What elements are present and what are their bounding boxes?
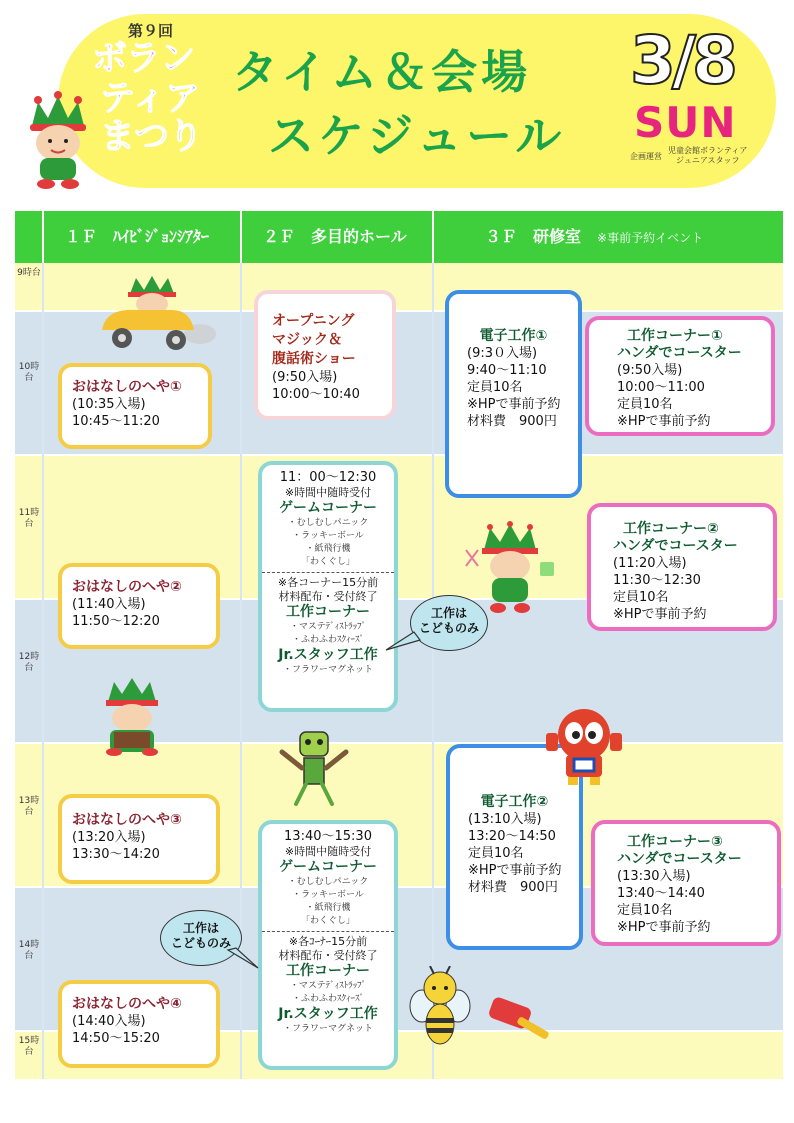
story-room-1-card bbox=[58, 363, 212, 449]
organizer-line-1: 児童会館ボランティア bbox=[668, 146, 748, 155]
block-1-game-title: ゲームコーナー bbox=[279, 500, 377, 516]
craft-corner-1-subtitle: ハンダでコースター bbox=[617, 345, 742, 361]
page-subtitle: スケジュール bbox=[268, 109, 566, 163]
grasshopper-icon bbox=[278, 728, 350, 810]
craft-corner-1-capacity: 定員10名 bbox=[617, 397, 673, 412]
block-1-game-3: ・紙飛行機 bbox=[305, 544, 351, 554]
block-1-craft-title: 工作コーナー bbox=[286, 604, 370, 620]
block-1-note: ※時間中随時受付 bbox=[284, 486, 372, 499]
hour-label-11: 11時台 bbox=[18, 508, 40, 529]
block-2-game-1: ・むしむしパニック bbox=[287, 877, 369, 887]
craft-corner-2-entry: (11:20入場) bbox=[613, 556, 687, 571]
electronics-1-entry: (9:3０入場) bbox=[467, 346, 538, 361]
craft-corner-3-reservation: ※HPで事前予約 bbox=[617, 920, 711, 935]
bee-icon bbox=[408, 966, 472, 1050]
electronics-1-time: 9:40～11:10 bbox=[467, 363, 547, 378]
story-room-3-entry: (13:20入場) bbox=[72, 830, 146, 845]
robot-mascot-icon bbox=[544, 705, 624, 787]
bubble-1-line-1: 工作は bbox=[430, 606, 467, 620]
elf-car-icon bbox=[96, 272, 220, 356]
craft-corner-1-time: 10:00～11:00 bbox=[617, 380, 705, 395]
story-room-3-time: 13:30～14:20 bbox=[72, 847, 160, 862]
block-2-staff-title: Jr.スタッフ工作 bbox=[278, 1006, 378, 1022]
craft-corner-1-entry: (9:50入場) bbox=[617, 363, 683, 378]
row-divider bbox=[15, 454, 783, 456]
electronics-2-time: 13:20～14:50 bbox=[468, 829, 556, 844]
header-divider bbox=[42, 211, 44, 263]
header-divider bbox=[432, 211, 434, 263]
opening-show-card bbox=[254, 290, 396, 420]
craft-corner-2-title: 工作コーナー② bbox=[623, 521, 719, 537]
bubble-2-tail bbox=[226, 946, 262, 972]
block-1-craft-2: ・ふわふわｽｸｨｰｽﾞ bbox=[291, 635, 364, 645]
bubble-1-line-2: こどものみ bbox=[418, 621, 479, 635]
story-room-2-card bbox=[58, 563, 220, 649]
electronics-2-entry: (13:10入場) bbox=[468, 812, 542, 827]
opening-title-line-3: 腹話術ショー bbox=[272, 351, 356, 367]
electronics-1-title: 電子工作① bbox=[479, 328, 548, 344]
electronics-2-capacity: 定員10名 bbox=[468, 846, 524, 861]
craft-corner-2-subtitle: ハンダでコースター bbox=[613, 538, 738, 554]
festival-title-line-2: ティア bbox=[100, 79, 200, 119]
festival-title-line-1: ボラン bbox=[92, 39, 195, 79]
column-header-2f: ２Ｆ 多目的ホール bbox=[263, 227, 407, 246]
block-2-game-2: ・ラッキーボール bbox=[292, 890, 364, 900]
event-day: SUN bbox=[634, 98, 737, 147]
block-1-game-4: 「わくぐし」 bbox=[300, 557, 355, 567]
story-room-2-title: おはなしのへや② bbox=[72, 579, 182, 595]
block-2-time: 13:40～15:30 bbox=[284, 829, 372, 844]
hour-label-10: 10時台 bbox=[18, 362, 40, 383]
block-1-deadline-note: ※各コーナー15分前 bbox=[277, 576, 379, 589]
festival-title-line-3: まつり bbox=[100, 117, 203, 157]
craft-corner-2-capacity: 定員10名 bbox=[613, 590, 669, 605]
story-room-2-time: 11:50～12:20 bbox=[72, 614, 160, 629]
block-2-deadline-note: ※各ｺｰﾅｰ15分前 bbox=[288, 935, 368, 948]
story-room-4-time: 14:50～15:20 bbox=[72, 1031, 160, 1046]
story-room-3-title: おはなしのへや③ bbox=[72, 812, 182, 828]
block-2-divider bbox=[262, 931, 394, 932]
electronics-2-fee: 材料費 900円 bbox=[468, 880, 558, 895]
block-2-craft-title: 工作コーナー bbox=[286, 963, 370, 979]
event-date: 3/8 bbox=[630, 22, 734, 99]
story-room-4-entry: (14:40入場) bbox=[72, 1014, 146, 1029]
block-2-craft-2: ・ふわふわｽｸｨｰｽﾞ bbox=[291, 994, 364, 1004]
block-1-divider bbox=[262, 572, 394, 573]
opening-title-line-2: マジック＆ bbox=[272, 332, 342, 348]
bubble-2-line-2: こどものみ bbox=[170, 936, 231, 950]
column-header-3f-note: ※事前予約イベント bbox=[597, 231, 704, 245]
craft-corner-2-reservation: ※HPで事前予約 bbox=[613, 607, 707, 622]
elf-mascot-icon bbox=[18, 88, 98, 192]
column-header-3f bbox=[485, 211, 703, 263]
page-title: タイム＆会場 bbox=[232, 45, 532, 99]
craft-corner-3-subtitle: ハンダでコースター bbox=[617, 851, 742, 867]
toy-hammer-icon bbox=[488, 996, 558, 1052]
craft-corner-3-capacity: 定員10名 bbox=[617, 903, 673, 918]
multipurpose-block-2 bbox=[258, 820, 398, 1070]
block-2-staff-item: ・フラワーマグネット bbox=[283, 1024, 373, 1034]
multipurpose-block-1 bbox=[258, 461, 398, 712]
organizer-label: 企画運営 bbox=[630, 152, 662, 161]
block-1-staff-title: Jr.スタッフ工作 bbox=[278, 647, 378, 663]
story-room-4-card bbox=[58, 980, 220, 1068]
column-header-3f-label: ３Ｆ 研修室 bbox=[485, 227, 582, 246]
block-1-time: 11：00～12:30 bbox=[279, 470, 377, 485]
craft-corner-3-time: 13:40～14:40 bbox=[617, 886, 705, 901]
electronics-1-card bbox=[445, 290, 582, 498]
craft-corner-1-card bbox=[585, 316, 775, 436]
bubble-2-line-1: 工作は bbox=[182, 921, 219, 935]
hour-label-14: 14時台 bbox=[18, 940, 40, 961]
craft-corner-3-card bbox=[591, 820, 781, 946]
craft-corner-3-entry: (13:30入場) bbox=[617, 869, 691, 884]
block-1-craft-1: ・マステﾃﾞｨｽﾄﾗｯﾌﾟ bbox=[289, 622, 367, 632]
electronics-2-title: 電子工作② bbox=[480, 794, 549, 810]
table-header bbox=[15, 211, 783, 263]
organizer-line-2: ジュニアスタッフ bbox=[676, 156, 740, 165]
bubble-1-tail bbox=[384, 630, 424, 654]
electronics-1-capacity: 定員10名 bbox=[467, 380, 523, 395]
story-room-1-title: おはなしのへや① bbox=[72, 379, 182, 395]
block-2-deadline-detail: 材料配布・受付終了 bbox=[278, 949, 378, 962]
electronics-1-fee: 材料費 900円 bbox=[467, 414, 557, 429]
story-room-1-entry: (10:35入場) bbox=[72, 397, 146, 412]
hour-label-9: 9時台 bbox=[17, 268, 41, 278]
block-2-note: ※時間中随時受付 bbox=[284, 845, 372, 858]
hour-label-15: 15時台 bbox=[18, 1036, 40, 1057]
opening-time: 10:00～10:40 bbox=[272, 387, 360, 402]
opening-title-line-1: オープニング bbox=[272, 313, 355, 329]
festival-edition: 第９回 bbox=[128, 22, 174, 40]
craft-corner-3-title: 工作コーナー③ bbox=[627, 834, 723, 850]
block-1-staff-item: ・フラワーマグネット bbox=[283, 665, 373, 675]
block-1-game-1: ・むしむしパニック bbox=[287, 518, 369, 528]
hour-label-12: 12時台 bbox=[18, 652, 40, 673]
craft-corner-1-title: 工作コーナー① bbox=[627, 328, 723, 344]
story-room-4-title: おはなしのへや④ bbox=[72, 996, 182, 1012]
story-room-3-card bbox=[58, 794, 220, 884]
craft-corner-1-reservation: ※HPで事前予約 bbox=[617, 414, 711, 429]
electronics-2-reservation: ※HPで事前予約 bbox=[468, 863, 562, 878]
block-1-game-2: ・ラッキーボール bbox=[292, 531, 364, 541]
block-1-deadline-detail: 材料配布・受付終了 bbox=[278, 590, 378, 603]
column-header-1f: １Ｆ ﾊｲﾋﾞｼﾞｮﾝｼｱﾀｰ bbox=[65, 227, 210, 246]
story-room-1-time: 10:45～11:20 bbox=[72, 414, 160, 429]
block-2-game-4: 「わくぐし」 bbox=[300, 916, 355, 926]
elf-reading-icon bbox=[100, 676, 164, 756]
opening-entry: (9:50入場) bbox=[272, 370, 338, 385]
header-divider bbox=[240, 211, 242, 263]
elf-crafting-icon bbox=[462, 520, 562, 616]
electronics-1-reservation: ※HPで事前予約 bbox=[467, 397, 561, 412]
craft-corner-2-time: 11:30～12:30 bbox=[613, 573, 701, 588]
block-2-game-3: ・紙飛行機 bbox=[305, 903, 351, 913]
craft-corner-2-card bbox=[587, 503, 777, 631]
block-2-craft-1: ・マステﾃﾞｨｽﾄﾗｯﾌﾟ bbox=[289, 981, 367, 991]
block-2-game-title: ゲームコーナー bbox=[279, 859, 377, 875]
story-room-2-entry: (11:40入場) bbox=[72, 597, 146, 612]
hour-label-13: 13時台 bbox=[18, 796, 40, 817]
